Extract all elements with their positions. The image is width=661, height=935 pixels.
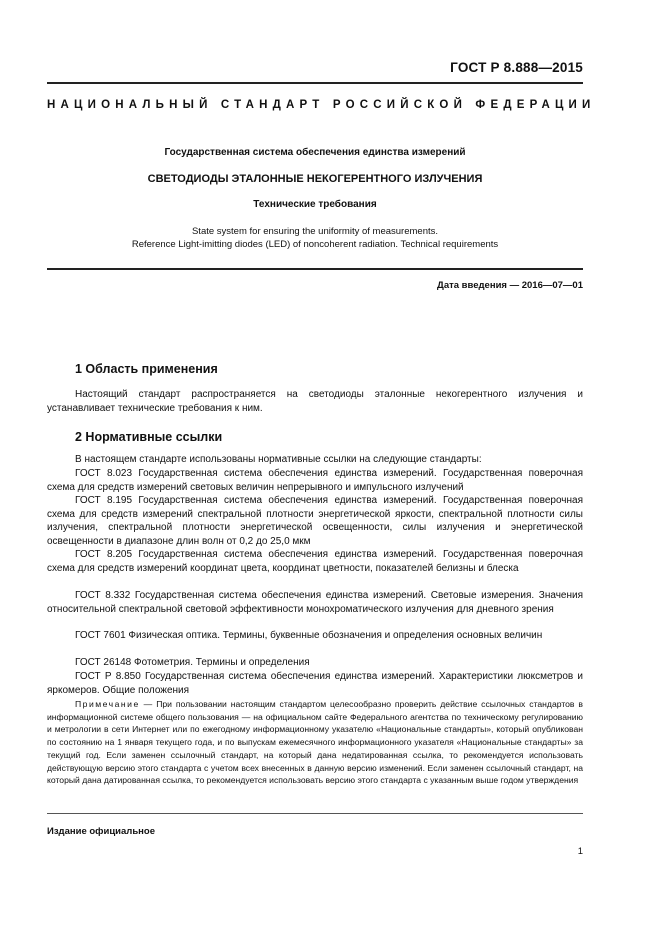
section-2-title: 2 Нормативные ссылки	[75, 430, 223, 444]
header-rule	[47, 82, 583, 84]
system-title: Государственная система обеспечения единства измерений	[164, 147, 466, 158]
references-note	[47, 698, 583, 787]
section-1-title: 1 Область применения	[75, 362, 218, 376]
national-standard-heading: НАЦИОНАЛЬНЫЙ СТАНДАРТ РОССИЙСКОЙ ФЕДЕРАЦИИ	[47, 99, 596, 111]
english-title-line-2: Reference Light-imitting diodes (LED) of noncoherent radiation. Technical requirements	[131, 239, 499, 250]
english-title-line-1: State system for ensuring the uniformity of measurements.	[191, 226, 439, 237]
note-label: Примечание	[75, 699, 140, 709]
page-number: 1	[577, 846, 583, 857]
reference-intro: В настоящем стандарте использованы нормативные ссылки на следующие стандарты:	[75, 454, 482, 465]
reference-gost-8-023: ГОСТ 8.023 Государственная система обеспечения единства измерений. Государственная поверочная схема для средств измерений световых величин непрерывного и импульсного излучений	[47, 468, 583, 493]
introduction-date: Дата введения — 2016—07—01	[437, 280, 583, 291]
reference-gost-r-8-850: ГОСТ Р 8.850 Государственная система обеспечения единства измерений. Характеристики люксметров и яркомеров. Общие положения	[47, 671, 583, 696]
note-text: — При пользовании настоящим стандартом целесообразно проверить действие ссылочных стандартов в информационной системе общего пользования — на официальном сайте Федерального агентства по техническому регулированию и метрологии в сети Интернет или по ежегодному информационному указателю «Национальные стандарты», который опубликован по состоянию на 1 января текущего года, и по выпускам ежемесячного информационного указателя «Национальные стандарты» за текущий год. Если заменен ссылочный стандарт, на который дана недатированная ссылка, то рекомендуется использовать действующую версию этого стандарта с учетом всех внесенных в данную версию изменений. Если заменен ссылочный стандарт, на который дана датированная ссылка, то рекомендуется использовать версию этого стандарта с указанным выше годом утверждения	[47, 699, 583, 786]
reference-gost-7601: ГОСТ 7601 Физическая оптика. Термины, буквенные обозначения и определения основных величин	[75, 630, 543, 641]
footer-rule	[47, 813, 583, 814]
standard-code: ГОСТ Р 8.888—2015	[450, 60, 583, 75]
reference-gost-8-205: ГОСТ 8.205 Государственная система обеспечения единства измерений. Государственная поверочная схема для средств измерений координат цвета, координат цветности, показателей белизны и блеска	[47, 549, 583, 574]
reference-gost-8-195: ГОСТ 8.195 Государственная система обеспечения единства измерений. Государственная поверочная схема для средств измерений спектральной плотности энергетической яркости, спектральной плотности силы излучения, спектральной плотности энергетической освещенности, силы излучения и энергетической освещенности в диапазоне длин волн от 0,2 до 25,0 мкм	[47, 495, 583, 547]
document-subtitle: Технические требования	[253, 199, 377, 210]
reference-gost-8-332: ГОСТ 8.332 Государственная система обеспечения единства измерений. Световые измерения. Значения относительной спектральной световой эффективности монохроматического излучения для дневного зрения	[47, 590, 583, 615]
document-title: СВЕТОДИОДЫ ЭТАЛОННЫЕ НЕКОГЕРЕНТНОГО ИЗЛУЧЕНИЯ	[147, 173, 483, 185]
section-1-text: Настоящий стандарт распространяется на светодиоды эталонные некогерентного излучения и устанавливает технические требования к ним.	[47, 389, 583, 414]
official-edition-label: Издание официальное	[47, 826, 155, 837]
title-rule	[47, 268, 583, 270]
reference-gost-26148: ГОСТ 26148 Фотометрия. Термины и определения	[75, 657, 310, 668]
